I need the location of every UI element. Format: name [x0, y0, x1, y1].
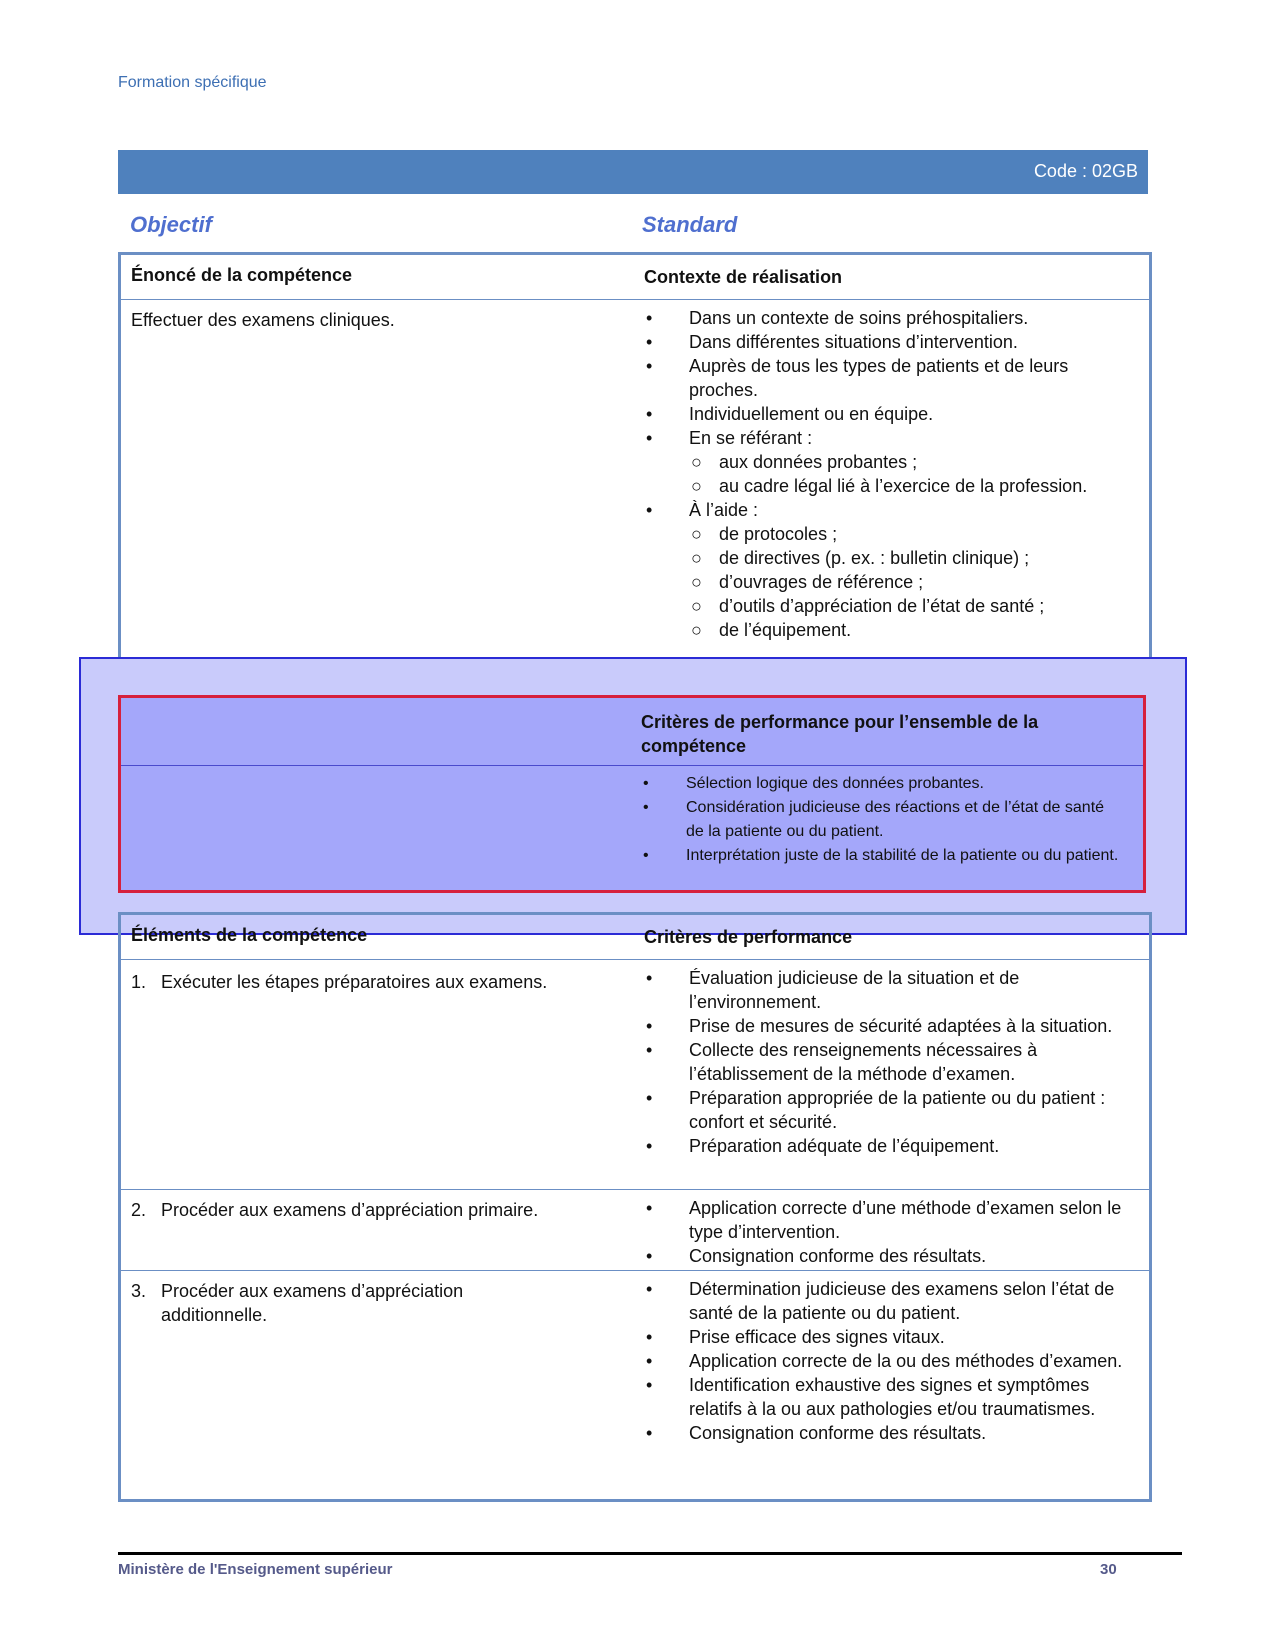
bullet-icon: • — [646, 1375, 653, 1395]
page-header-title: Formation spécifique — [118, 74, 267, 91]
sub-list-item: ○ de l’équipement. — [691, 620, 852, 640]
competence-statement: Effectuer des examens cliniques. — [131, 310, 395, 330]
competence-table — [118, 252, 1152, 674]
element-criteria-list — [644, 966, 1124, 1158]
list-item: • Dans différentes situations d’intervention. — [646, 332, 1018, 352]
sub-list-item: ○ au cadre légal lié à l’exercice de la profession. — [691, 476, 1088, 496]
element-criteria-list — [644, 1277, 1124, 1445]
elements-table — [118, 912, 1152, 1502]
list-item: • Sélection logique des données probantes. — [641, 772, 1121, 796]
circle-bullet-icon: ○ — [691, 620, 702, 640]
bullet-icon: • — [643, 775, 649, 792]
list-item: • Préparation adéquate de l’équipement. — [646, 1136, 1000, 1156]
element-row-2 — [121, 1189, 1149, 1270]
elements-header: Éléments de la compétence — [131, 925, 368, 945]
circle-bullet-icon: ○ — [691, 596, 702, 616]
element-row-1 — [121, 960, 1149, 1189]
list-item: • Application correcte de la ou des méthodes d’examen. — [646, 1351, 1123, 1371]
list-item: • Prise efficace des signes vitaux. — [646, 1327, 945, 1347]
elements-table-header — [121, 915, 1149, 960]
bullet-icon: • — [646, 968, 653, 988]
list-item: • Préparation appropriée de la patiente ou du patient : confort et sécurité. — [646, 1088, 1106, 1132]
list-item: • Identification exhaustive des signes et symptômes relatifs à la ou aux pathologies et/ou traumatismes. — [646, 1375, 1096, 1419]
sub-list-item: ○ aux données probantes ; — [691, 452, 918, 472]
objectif-heading: Objectif — [130, 212, 212, 237]
bullet-icon: • — [646, 1198, 653, 1218]
competence-statement-header: Énoncé de la compétence — [131, 265, 353, 285]
bullet-icon: • — [643, 799, 649, 816]
bullet-icon: • — [646, 1279, 653, 1299]
list-item: • Interprétation juste de la stabilité de la patiente ou du patient. — [641, 844, 1121, 868]
list-item: • Détermination judicieuse des examens selon l’état de santé de la patiente ou du patient. — [646, 1279, 1115, 1323]
element-label: 1. Exécuter les étapes préparatoires aux examens. — [131, 972, 548, 992]
circle-bullet-icon: ○ — [691, 524, 702, 544]
footer-ministry: Ministère de l'Enseignement supérieur — [118, 1561, 393, 1578]
footer-divider — [118, 1552, 1182, 1555]
referant-sublist — [689, 450, 1124, 498]
list-item: • Consignation conforme des résultats. — [646, 1246, 987, 1266]
bullet-icon: • — [646, 1423, 653, 1443]
bullet-icon: • — [646, 1136, 653, 1156]
bullet-icon: • — [646, 1351, 653, 1371]
list-item: • À l’aide : ○ de protocoles ; ○ de directives (p. ex. : bulletin clinique) ; ○ d’ouvrages de référence ; ○ d’outils d’appréciation de l’état de santé ; ○ de l’équipement. — [644, 498, 1124, 642]
criteria-header: Critères de performance — [644, 927, 853, 947]
overall-criteria-list — [641, 772, 1121, 868]
list-item: • Dans un contexte de soins préhospitaliers. — [646, 308, 1029, 328]
overall-criteria-header-row — [121, 698, 1143, 766]
circle-bullet-icon: ○ — [691, 572, 702, 592]
bullet-icon: • — [646, 356, 653, 376]
aide-sublist — [689, 522, 1124, 642]
sub-list-item: ○ de directives (p. ex. : bulletin clinique) ; — [691, 548, 1030, 568]
list-item: • Consignation conforme des résultats. — [646, 1423, 987, 1443]
bullet-icon: • — [646, 332, 653, 352]
bullet-icon: • — [646, 308, 653, 328]
list-item: • Auprès de tous les types de patients et de leurs proches. — [646, 356, 1069, 400]
bullet-icon: • — [646, 1327, 653, 1347]
bullet-icon: • — [646, 428, 653, 448]
bullet-icon: • — [646, 1016, 653, 1036]
list-item: • Prise de mesures de sécurité adaptées à la situation. — [646, 1016, 1113, 1036]
bullet-icon: • — [646, 1040, 653, 1060]
element-label: 2. Procéder aux examens d’appréciation primaire. — [131, 1200, 539, 1220]
circle-bullet-icon: ○ — [691, 476, 702, 496]
objective-standard-row — [118, 210, 1148, 240]
list-item: • En se référant : ○ aux données probantes ; ○ au cadre légal lié à l’exercice de la profession. — [644, 426, 1124, 498]
overall-criteria-header: Critères de performance pour l’ensemble de la compétence — [641, 712, 1039, 756]
competence-table-header — [121, 255, 1149, 300]
page-number: 30 — [1100, 1561, 1117, 1578]
sub-list-item: ○ d’outils d’appréciation de l’état de santé ; — [691, 596, 1045, 616]
overall-criteria-table[interactable] — [118, 695, 1146, 893]
code-band — [118, 150, 1148, 194]
standard-heading: Standard — [642, 212, 738, 237]
competency-code: Code : 02GB — [1033, 161, 1138, 181]
element-label: 3. Procéder aux examens d’appréciation additionnelle. — [131, 1281, 464, 1325]
context-list — [644, 306, 1124, 642]
list-item: • Collecte des renseignements nécessaires à l’établissement de la méthode d’examen. — [646, 1040, 1038, 1084]
list-item: • Individuellement ou en équipe. — [646, 404, 934, 424]
bullet-icon: • — [646, 1246, 653, 1266]
list-item: • Application correcte d’une méthode d’examen selon le type d’intervention. — [646, 1198, 1122, 1242]
bullet-icon: • — [646, 500, 653, 520]
list-item: • Considération judicieuse des réactions et de l’état de santé de la patiente ou du patient. — [641, 796, 1121, 844]
circle-bullet-icon: ○ — [691, 452, 702, 472]
bullet-icon: • — [643, 847, 649, 864]
sub-list-item: ○ de protocoles ; — [691, 524, 838, 544]
sub-list-item: ○ d’ouvrages de référence ; — [691, 572, 924, 592]
element-criteria-list — [644, 1196, 1124, 1268]
bullet-icon: • — [646, 1088, 653, 1108]
circle-bullet-icon: ○ — [691, 548, 702, 568]
list-item: • Évaluation judicieuse de la situation et de l’environnement. — [646, 968, 1020, 1012]
bullet-icon: • — [646, 404, 653, 424]
element-row-3 — [121, 1270, 1149, 1491]
context-header: Contexte de réalisation — [644, 267, 843, 287]
